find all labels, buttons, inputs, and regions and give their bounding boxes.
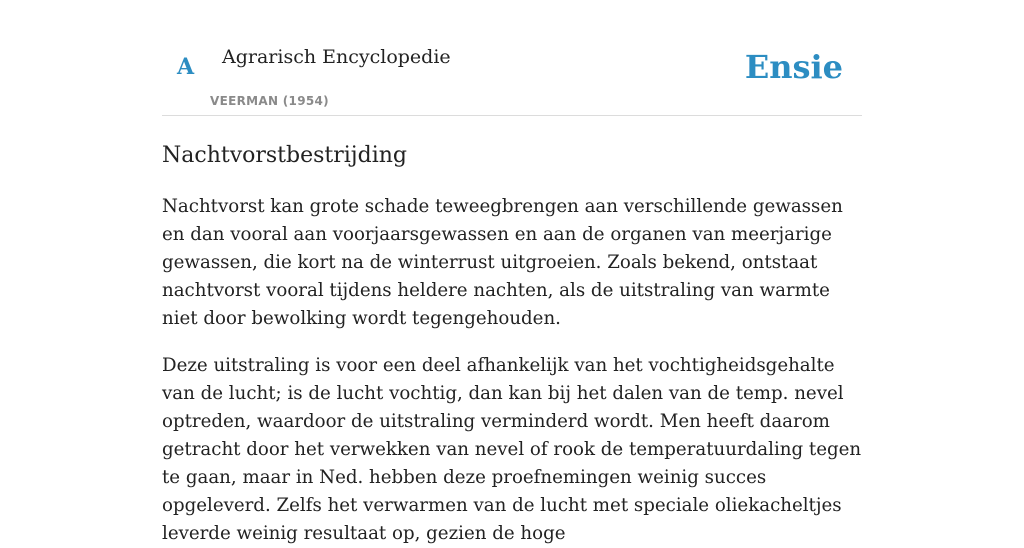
article-title: Nachtvorstbestrijding <box>162 143 407 168</box>
ensie-logo[interactable]: Ensie <box>744 48 843 86</box>
letter-index-link[interactable]: A <box>177 54 195 80</box>
page-container <box>162 0 862 548</box>
article-paragraph-2: Deze uitstraling is voor een deel afhankelijk van het vochtigheidsgehalte van de lucht; is de lucht vochtig, dan kan bij het dalen van de temp. nevel optreden, waardoor de uitstraling verminderd wordt. Men heeft daarom getracht door het verwekken van nevel of rook de temperatuurdaling tegen te gaan, maar in Ned. hebben deze proefnemingen weinig succes opgeleverd. Zelfs het verwarmen van de lucht met speciale oliekacheltjes leverde weinig resultaat op, gezien de hoge <box>162 354 862 544</box>
source-header <box>162 0 862 116</box>
source-title-link[interactable]: Agrarisch Encyclopedie <box>222 46 451 68</box>
article-paragraph-1: Nachtvorst kan grote schade teweegbrengen aan verschillende gewassen en dan vooral aan voorjaarsgewassen en aan de organen van meerjarige gewassen, die kort na de winterrust uitgroeien. Zoals bekend, ontstaat nachtvorst vooral tijdens heldere nachten, als de uitstraling van warmte niet door bewolking wordt tegengehouden. <box>162 195 843 329</box>
source-author: VEERMAN (1954) <box>210 94 329 108</box>
